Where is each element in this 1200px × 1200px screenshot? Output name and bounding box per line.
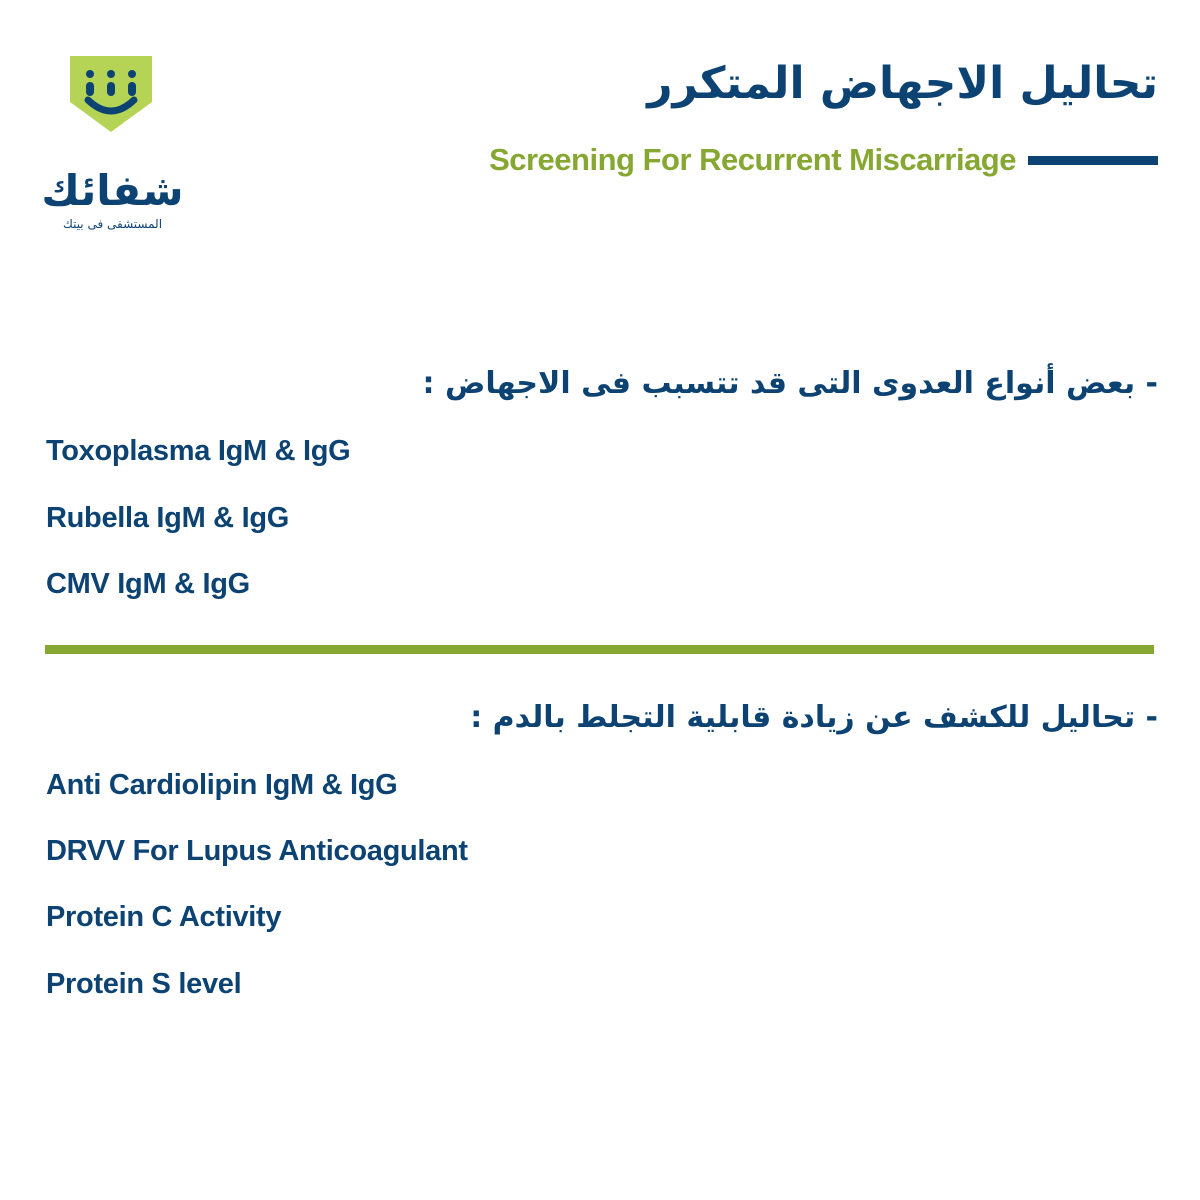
list-item: Protein S level <box>46 968 242 1000</box>
brand-name: شفائك <box>41 166 184 215</box>
list-item: Rubella IgM & IgG <box>46 502 290 534</box>
subtitle-divider <box>1028 156 1158 165</box>
list-item: Toxoplasma IgM & IgG <box>46 435 351 467</box>
section-heading-clotting: - تحاليل للكشف عن زيادة قابلية التجلط بالدم : <box>470 700 1158 735</box>
list-item: Protein C Activity <box>46 901 282 933</box>
list-item: DRVV For Lupus Anticoagulant <box>46 835 468 867</box>
list-item: CMV IgM & IgG <box>46 568 250 600</box>
subtitle-row <box>489 142 1158 178</box>
section-heading-infections: - بعض أنواع العدوى التى قد تتسبب فى الاجهاض : <box>422 366 1158 401</box>
shield-smile-icon <box>68 54 154 134</box>
brand-tagline: المستشفى فى بيتك <box>62 217 163 231</box>
page-title: تحاليل الاجهاض المتكرر <box>647 58 1158 109</box>
list-item: Anti Cardiolipin IgM & IgG <box>46 769 398 801</box>
section-divider <box>45 645 1154 654</box>
page-subtitle: Screening For Recurrent Miscarriage <box>489 142 1016 177</box>
